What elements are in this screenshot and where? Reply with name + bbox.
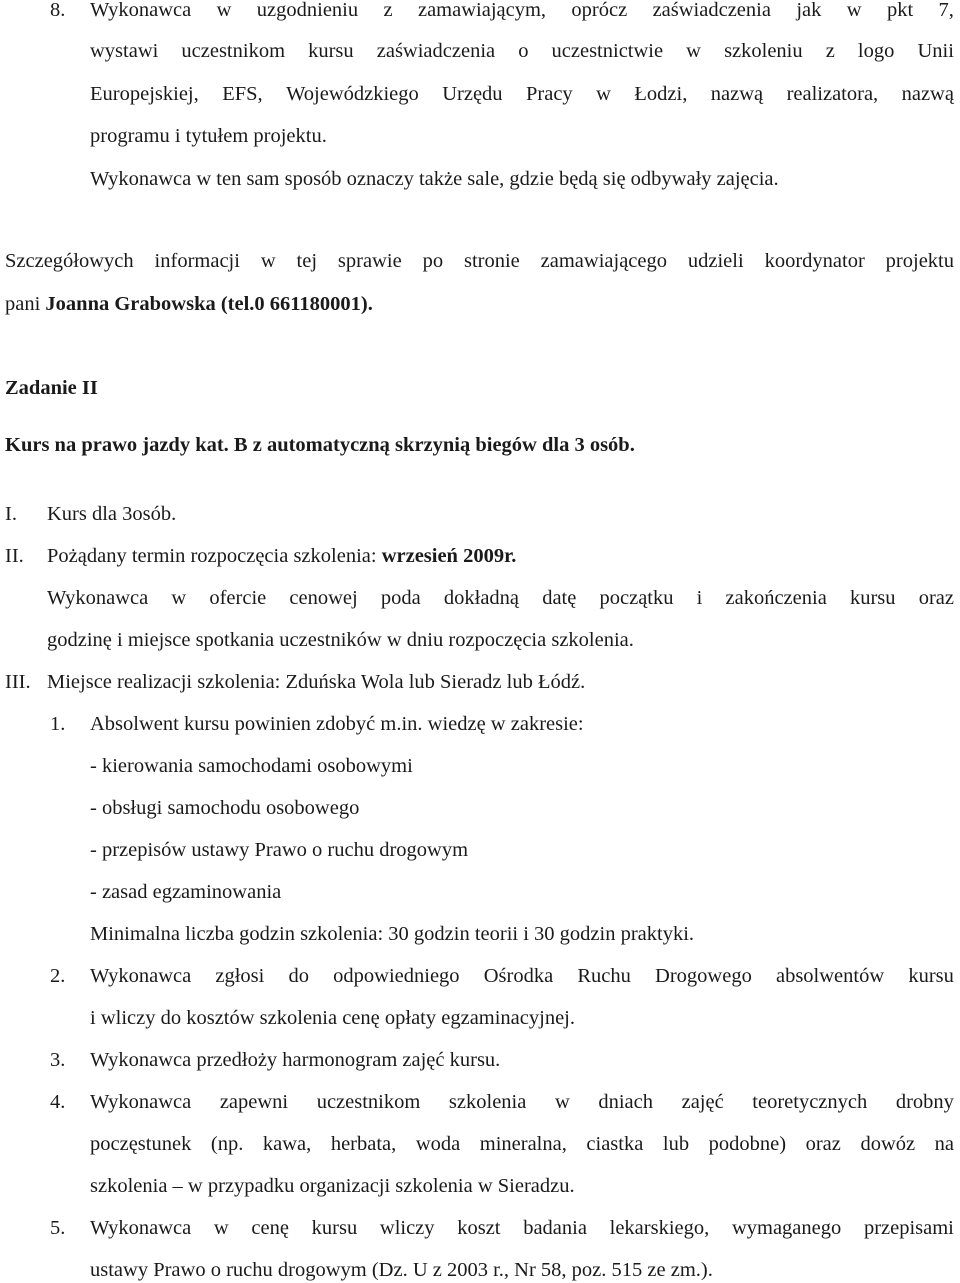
task-subtitle: Kurs na prawo jazdy kat. B z automatyczną skrzynią biegów dla 3 osób. — [5, 434, 635, 456]
word: cenowej — [289, 587, 358, 609]
word: szkolenia — [448, 1091, 527, 1113]
point-4-line-3: szkolenia – w przypadku organizacji szkolenia w Sieradzu. — [90, 1175, 575, 1197]
point-1-bullet: - przepisów ustawy Prawo o ruchu drogowym — [90, 839, 469, 861]
contact-line-2 — [5, 294, 373, 315]
word: informacji — [154, 250, 240, 272]
section-2-line-3: godzinę i miejsce spotkania uczestników w dniu rozpoczęcia szkolenia. — [47, 629, 634, 651]
word: poda — [380, 587, 421, 609]
section-2-line-2 — [47, 588, 954, 609]
word: kursu — [311, 1217, 358, 1239]
section-2-text: Pożądany termin rozpoczęcia szkolenia: — [47, 545, 382, 567]
word: uczestnikom — [316, 1091, 421, 1113]
word: poczęstunek — [90, 1133, 192, 1155]
word: zaświadczenia — [376, 40, 496, 62]
point-1-bullet: - obsługi samochodu osobowego — [90, 797, 360, 819]
word: Europejskiej, — [90, 83, 199, 105]
word: uzgodnieniu — [256, 0, 359, 21]
point-1-number: 1. — [50, 713, 66, 735]
word: kursu — [849, 587, 896, 609]
word: stronie — [463, 250, 520, 272]
word: Wykonawca — [90, 0, 192, 21]
word: dokładną — [443, 587, 520, 609]
word: na — [934, 1133, 954, 1155]
word: zamawiającego — [540, 250, 667, 272]
word: w — [596, 83, 611, 105]
point-3-number: 3. — [50, 1049, 66, 1071]
word: Wykonawca — [90, 965, 192, 987]
word: mineralna, — [479, 1133, 567, 1155]
point-2-line-2: i wliczy do kosztów szkolenia cenę opłaty egzaminacyjnej. — [90, 1007, 575, 1029]
word: po — [422, 250, 444, 272]
word: sprawie — [337, 250, 402, 272]
item-8-line-2 — [90, 41, 954, 62]
item-8-line-3 — [90, 84, 954, 105]
word: z — [383, 0, 393, 21]
word: nazwą — [901, 83, 954, 105]
point-1-text: Absolwent kursu powinien zdobyć m.in. wiedzę w zakresie: — [90, 713, 584, 735]
word: zajęć — [681, 1091, 724, 1113]
item-8-line-5: Wykonawca w ten sam sposób oznaczy także sale, gdzie będą się odbywały zajęcia. — [90, 168, 779, 190]
word: zaświadczenia — [652, 0, 771, 21]
section-3-text: Miejsce realizacji szkolenia: Zduńska Wola lub Sieradz lub Łódź. — [47, 671, 586, 693]
section-1-number: I. — [5, 503, 17, 525]
word: zamawiającym, — [417, 0, 547, 21]
word: koordynator — [764, 250, 865, 272]
word: początku — [599, 587, 674, 609]
word: dowóz — [860, 1133, 916, 1155]
word: Urzędu — [442, 83, 503, 105]
word: zgłosi — [215, 965, 265, 987]
word: Wykonawca — [90, 1217, 192, 1239]
contact-person: Joanna Grabowska (tel.0 661180001). — [45, 293, 373, 315]
word: w — [846, 0, 862, 21]
word: wliczy — [379, 1217, 435, 1239]
point-1-bullet: - kierowania samochodami osobowymi — [90, 755, 413, 777]
point-5-line-1 — [90, 1218, 954, 1239]
word: udzieli — [687, 250, 744, 272]
word: zapewni — [219, 1091, 289, 1113]
word: woda — [415, 1133, 461, 1155]
word: Unii — [917, 40, 954, 62]
word: datę — [542, 587, 577, 609]
point-4-line-2 — [90, 1134, 954, 1155]
word: i — [696, 587, 703, 609]
word: w — [260, 250, 276, 272]
word: uczestnictwie — [551, 40, 664, 62]
point-1-bullet: - zasad egzaminowania — [90, 881, 282, 903]
word: drobny — [895, 1091, 954, 1113]
word: oraz — [805, 1133, 841, 1155]
word: w — [171, 587, 187, 609]
word: Ośrodka — [483, 965, 554, 987]
word: pkt — [886, 0, 914, 21]
word: podobne) — [708, 1133, 787, 1155]
point-2-number: 2. — [50, 965, 66, 987]
word: dniach — [598, 1091, 653, 1113]
word: zakończenia — [725, 587, 827, 609]
word: (np. — [210, 1133, 244, 1155]
word: Ruchu — [577, 965, 631, 987]
section-2-line-1 — [47, 546, 516, 567]
word: o — [518, 40, 529, 62]
word: Wykonawca — [90, 1091, 192, 1113]
word: kursu — [908, 965, 954, 987]
word: herbata, — [330, 1133, 397, 1155]
section-2-date: wrzesień 2009r. — [381, 545, 517, 567]
word: jak — [796, 0, 822, 21]
word: absolwentów — [775, 965, 885, 987]
word: Drogowego — [655, 965, 752, 987]
word: oraz — [918, 587, 954, 609]
point-1-hours: Minimalna liczba godzin szkolenia: 30 godzin teorii i 30 godzin praktyki. — [90, 923, 695, 945]
word: w — [686, 40, 701, 62]
word: lub — [662, 1133, 690, 1155]
word: projektu — [885, 250, 954, 272]
word: koszt — [457, 1217, 501, 1239]
word: w — [554, 1091, 570, 1113]
word: Łodzi, — [634, 83, 688, 105]
point-4-line-1 — [90, 1092, 954, 1113]
word: Szczegółowych — [5, 250, 134, 272]
word: uczestnikom — [181, 40, 286, 62]
word: w — [213, 1217, 229, 1239]
word: Pracy — [526, 83, 573, 105]
word: wystawi — [90, 40, 159, 62]
section-2-number: II. — [5, 545, 24, 567]
word: lekarskiego, — [609, 1217, 710, 1239]
word: badania — [523, 1217, 587, 1239]
task-title: Zadanie II — [5, 377, 98, 399]
contact-line-1 — [5, 251, 954, 272]
word: logo — [857, 40, 895, 62]
word: szkoleniu — [724, 40, 803, 62]
word: Wojewódzkiego — [286, 83, 419, 105]
word: nazwą — [710, 83, 764, 105]
word: 7, — [938, 0, 954, 21]
word: przepisami — [863, 1217, 954, 1239]
word: teoretycznych — [752, 1091, 868, 1113]
point-5-number: 5. — [50, 1217, 66, 1239]
word: cenę — [251, 1217, 289, 1239]
contact-prefix: pani — [5, 293, 46, 315]
word: do — [288, 965, 309, 987]
point-4-number: 4. — [50, 1091, 66, 1113]
word: EFS, — [222, 83, 263, 105]
word: kursu — [308, 40, 354, 62]
word: Wykonawca — [47, 587, 149, 609]
word: ofercie — [209, 587, 267, 609]
item-8-line-4: programu i tytułem projektu. — [90, 125, 327, 147]
point-5-line-2: ustawy Prawo o ruchu drogowym (Dz. U z 2003 r., Nr 58, poz. 515 ze zm.). — [90, 1259, 713, 1281]
word: oprócz — [571, 0, 628, 21]
item-8-line-1 — [90, 0, 954, 21]
item-8-number: 8. — [50, 0, 66, 21]
word: realizatora, — [786, 83, 879, 105]
word: w — [216, 0, 232, 21]
point-3-text: Wykonawca przedłoży harmonogram zajęć kursu. — [90, 1049, 501, 1071]
word: z — [825, 40, 835, 62]
word: ciastka — [586, 1133, 644, 1155]
word: wymaganego — [731, 1217, 842, 1239]
word: odpowiedniego — [333, 965, 460, 987]
word: kawa, — [262, 1133, 312, 1155]
section-3-number: III. — [5, 671, 31, 693]
point-2-line-1 — [90, 966, 954, 987]
word: tej — [296, 250, 318, 272]
section-1-text: Kurs dla 3osób. — [47, 503, 177, 525]
